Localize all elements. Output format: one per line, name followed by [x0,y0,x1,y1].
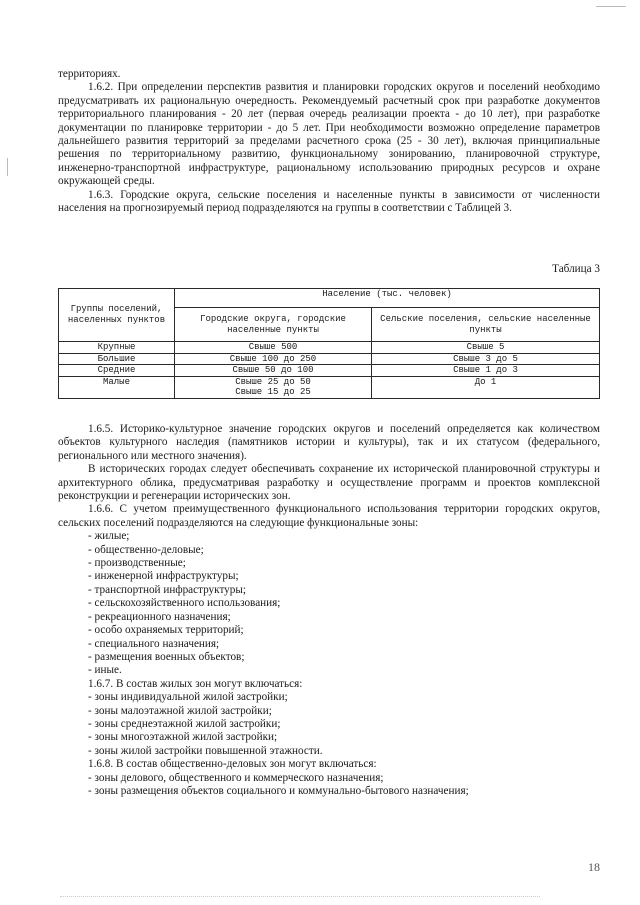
cell-rural: Свыше 5 [372,342,600,354]
line-territories: территориях. [58,68,121,80]
table-row [59,376,600,398]
list-item: - зоны многоэтажной жилой застройки; [88,731,278,744]
list-item: - зоны жилой застройки повышенной этажности. [88,744,323,757]
cell-rural: Свыше 3 до 5 [372,353,600,365]
functional-zones-list [58,530,600,677]
table-caption: Таблица 3 [552,263,600,275]
list-item: - инженерной инфраструктуры; [88,570,239,583]
cell-urban: Свыше 500 [175,342,372,354]
list-item: - производственные; [88,557,186,570]
table-row [59,353,600,365]
list-item: - зоны размещения объектов социального и коммунально-бытового назначения; [88,784,469,797]
residential-zones-list [58,691,600,758]
cell-urban-line-2: Свыше 15 до 25 [235,387,311,398]
list-item: - размещения военных объектов; [88,650,245,663]
scan-artifact-left [7,158,8,176]
list-item: - жилые; [88,530,130,543]
list-item: - специального назначения; [88,637,220,650]
list-item: - зоны среднеэтажной жилой застройки; [88,717,281,730]
page-number: 18 [588,860,600,874]
cell-rural: До 1 [372,376,600,398]
header-rural: Сельские поселения, сельские населенные пункты [372,308,600,342]
table-row [59,365,600,377]
paragraph-1-6-6: 1.6.6. С учетом преимущественного функционального использования территории городских округов, сельских поселений подразделяются на следующие функциональные зоны: [58,503,600,529]
table-header-row [59,289,600,308]
cell-urban-line-1: Свыше 25 до 50 [235,376,311,387]
paragraph-1-6-2: 1.6.2. При определении перспектив развития и планировки городских округов и поселений необходимо предусматривать их рациональную очередность. Рекомендуемый расчетный срок при разработке документов территориального планирования - 20 лет (первая очередь реализации проекта - до 10 лет), при разработке документации по планировке территории - до 5 лет. При необходимости возможно определение параметров дальнейшего развития территорий за пределами расчетного срока (25 - 30 лет), включая принципиальные решения по территориальному развитию, функциональному зонированию, планировочной структуре, инженерно-транспортной инфраструктуре, рациональному использованию природных ресурсов и охране окружающей среды. [58,81,600,188]
paragraph-1-6-8: 1.6.8. В состав общественно-деловых зон могут включаться: [88,758,377,771]
header-groups: Группы поселений, населенных пунктов [59,289,175,342]
cell-urban: Свыше 50 до 100 [175,365,372,377]
cell-group: Крупные [59,342,175,354]
list-item: - рекреационного назначения; [88,610,231,623]
list-item: - зоны индивидуальной жилой застройки; [88,691,288,704]
paragraph-historic-cities: В исторических городах следует обеспечивать сохранение их исторической планировочной структуры и архитектурного облика, предусматривая разработку и осуществление программ и проектов комплексной реконструкции и регенерации исторических зон. [58,463,600,503]
cell-urban: Свыше 100 до 250 [175,353,372,365]
list-item: - транспортной инфраструктуры; [88,583,246,596]
cell-urban [175,376,372,398]
paragraph-1-6-5: 1.6.5. Историко-культурное значение городских округов и поселений определяется как количеством объектов культурного наследия (памятников истории и культуры), так и их статусом (федерального, регионального или местного значения). [58,423,600,462]
list-item: - зоны малоэтажной жилой застройки; [88,704,272,717]
cell-group: Средние [59,365,175,377]
list-item: - сельскохозяйственного использования; [88,597,281,610]
list-item: - иные. [88,664,122,677]
scan-artifact-top [596,6,626,7]
list-item: - зоны делового, общественного и коммерческого назначения; [88,771,384,784]
paragraph-1-6-3: 1.6.3. Городские округа, сельские поселения и населенные пункты в зависимости от численности населения на прогнозируемый период подразделяются на группы в соответствии с Таблицей 3. [58,188,600,215]
table-3 [58,288,600,399]
cell-group: Малые [59,376,175,398]
list-item: - общественно-деловые; [88,543,204,556]
text-block-bottom [58,423,600,798]
table-row [59,342,600,354]
business-zones-list [58,772,600,799]
text-block-top [58,68,600,215]
scan-artifact-bottom [60,896,540,898]
header-urban: Городские округа, городские населенные пункты [175,308,372,342]
cell-group: Большие [59,353,175,365]
header-population: Население (тыс. человек) [175,289,600,308]
list-item: - особо охраняемых территорий; [88,624,244,637]
paragraph-1-6-7: 1.6.7. В состав жилых зон могут включаться: [88,677,303,690]
cell-rural: Свыше 1 до 3 [372,365,600,377]
